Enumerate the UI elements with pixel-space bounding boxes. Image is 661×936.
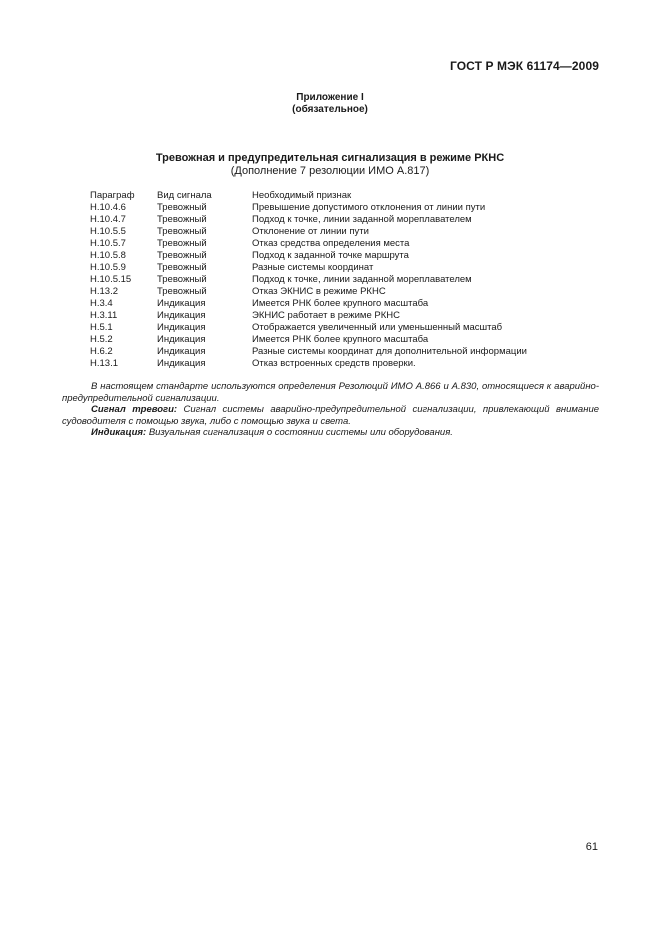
section-title (130, 152, 530, 178)
alarm-term: Сигнал тревоги: (91, 404, 178, 415)
annex-status: (обязательное) (292, 104, 368, 115)
row-signal-type: Индикация (157, 310, 206, 321)
row-required-feature: Разные системы координат (252, 262, 374, 273)
standard-designation: ГОСТ Р МЭК 61174—2009 (449, 59, 599, 73)
row-paragraph: H.10.4.6 (90, 202, 126, 213)
row-paragraph: H.13.2 (90, 286, 118, 297)
row-required-feature: Имеется РНК более крупного масштаба (252, 334, 429, 345)
section-title-sub: (Дополнение 7 резолюции ИМО А.817) (230, 165, 430, 177)
column-header-required-feature: Необходимый признак (252, 190, 352, 201)
row-signal-type: Индикация (157, 322, 206, 333)
row-required-feature: Отказ средства определения места (252, 238, 410, 249)
row-required-feature: Разные системы координат для дополнительной информации (252, 346, 527, 357)
row-signal-type: Тревожный (157, 250, 207, 261)
column-header-paragraph: Параграф (90, 190, 135, 201)
row-required-feature: Подход к точке, линии заданной мореплавателем (252, 274, 472, 285)
row-paragraph: H.10.5.5 (90, 226, 126, 237)
indication-definition-text: Визуальная сигнализация о состоянии системы или оборудования. (148, 427, 453, 438)
row-paragraph: H.10.5.9 (90, 262, 126, 273)
page-number: 61 (585, 841, 598, 853)
row-required-feature: Подход к заданной точке маршрута (252, 250, 409, 261)
row-signal-type: Тревожный (157, 202, 207, 213)
row-signal-type: Тревожный (157, 286, 207, 297)
row-paragraph: H.3.4 (90, 298, 113, 309)
annex-heading (230, 92, 430, 116)
row-signal-type: Тревожный (157, 262, 207, 273)
annex-title: Приложение I (296, 92, 364, 103)
alarm-definition-text: Сигнал системы аварийно-предупредительной сигнализации, привлекающий внимание судоводителя с помощью звука, либо с помощью звука и света. (62, 404, 600, 427)
row-required-feature: Отказ встроенных средств проверки. (252, 358, 416, 369)
row-paragraph: H.6.2 (90, 346, 113, 357)
row-required-feature: Превышение допустимого отклонения от линии пути (252, 202, 486, 213)
row-signal-type: Индикация (157, 346, 206, 357)
indication-definition (62, 427, 599, 439)
row-paragraph: H.10.5.8 (90, 250, 126, 261)
row-paragraph: H.10.5.7 (90, 238, 126, 249)
row-signal-type: Тревожный (157, 238, 207, 249)
row-required-feature: Имеется РНК более крупного масштаба (252, 298, 429, 309)
row-signal-type: Тревожный (157, 274, 207, 285)
row-signal-type: Тревожный (157, 226, 207, 237)
notes-intro: В настоящем стандарте используются определения Резолюций ИМО А.866 и А.830, относящиеся к аварийно-предупредительной сигнализации. (62, 381, 599, 404)
row-paragraph: H.5.1 (90, 322, 113, 333)
row-signal-type: Индикация (157, 358, 206, 369)
row-signal-type: Индикация (157, 298, 206, 309)
row-required-feature: Отклонение от линии пути (252, 226, 369, 237)
row-paragraph: H.13.1 (90, 358, 118, 369)
indication-term: Индикация: (91, 427, 147, 438)
row-paragraph: H.10.4.7 (90, 214, 126, 225)
row-required-feature: ЭКНИС работает в режиме РКНС (252, 310, 400, 321)
row-required-feature: Отображается увеличенный или уменьшенный масштаб (252, 322, 503, 333)
definitions-notes (62, 381, 599, 439)
alarm-definition (62, 404, 599, 427)
row-signal-type: Индикация (157, 334, 206, 345)
row-signal-type: Тревожный (157, 214, 207, 225)
column-header-signal-type: Вид сигнала (157, 190, 212, 201)
row-paragraph: H.5.2 (90, 334, 113, 345)
section-title-main: Тревожная и предупредительная сигнализация в режиме РКНС (155, 152, 505, 164)
row-required-feature: Подход к точке, линии заданной мореплавателем (252, 214, 472, 225)
row-paragraph: H.10.5.15 (90, 274, 132, 285)
row-paragraph: H.3.11 (90, 310, 118, 321)
row-required-feature: Отказ ЭКНИС в режиме РКНС (252, 286, 386, 297)
